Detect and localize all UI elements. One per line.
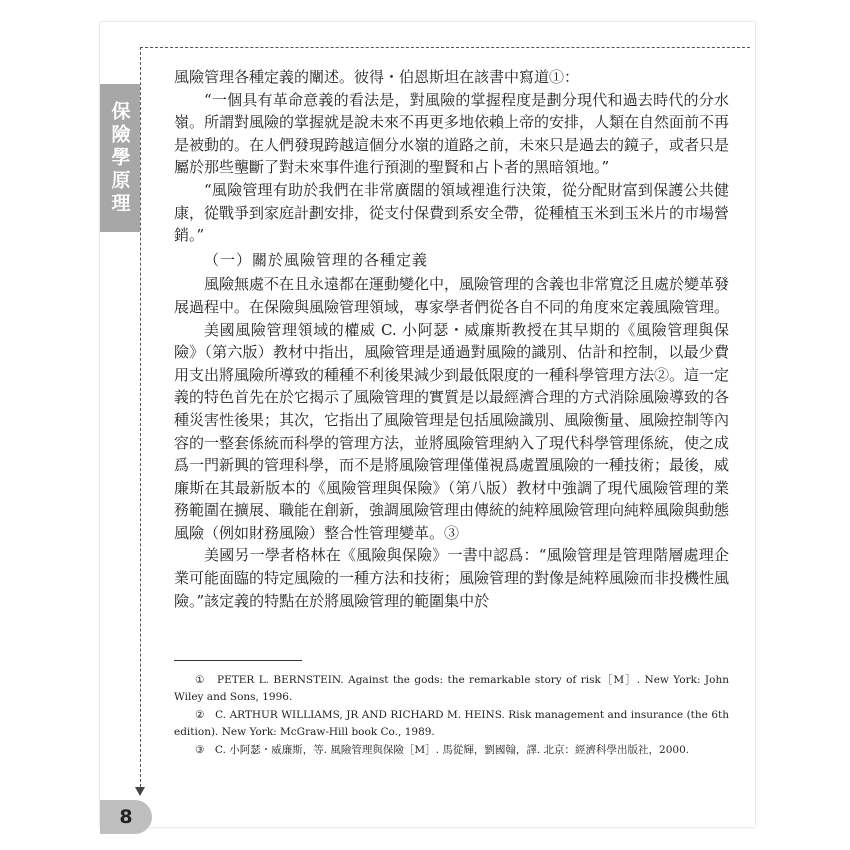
book-page	[100, 22, 755, 827]
dashed-border-top	[140, 47, 750, 48]
footnote-rule	[174, 660, 302, 661]
paragraph: “風險管理有助於我們在非常廣闊的領域裡進行決策，從分配財富到保護公共健康，從戰爭到家庭計劃安排，從支付保費到系安全帶，從種植玉米到玉米片的市場營銷。”	[174, 180, 730, 245]
paragraph: 風險無處不在且永遠都在運動變化中，風險管理的含義也非常寬泛且處於變革發展過程中。在保險與風險管理領域，專家學者們從各自不同的角度來定義風險管理。	[174, 275, 730, 316]
page-number-badge	[100, 800, 152, 834]
paragraph: 美國風險管理領域的權威 C. 小阿瑟・威廉斯教授在其早期的《風險管理與保險》（第六版）教材中指出，風險管理是通過對風險的識別、估計和控制，以最少費用支出將風險所導致的種種不利後果減少到最低限度的一種科學管理方法②。這一定義的特色首先在於它揭示了風險管理的實質是以最經濟合理的方式消除風險導致的各種災害性後果；其次，它指出了風險管理是包括風險識別、風險衡量、風險控制等內容的一整套係統而科學的管理方法，並將風險管理納入了現代科學管理係統，使之成爲一門新興的管理科學，而不是將風險管理僅僅視爲處置風險的一種技術；最後，威廉斯在其最新版本的《風險管理與保險》（第八版）教材中強調了現代風險管理的業務範圍在擴展、職能在創新，強調風險管理由傳統的純粹風險管理向純粹風險與動態風險（例如財務風險）整合性管理變革。③	[174, 320, 730, 542]
paragraph: “一個具有革命意義的看法是，對風險的掌握程度是劃分現代和過去時代的分水嶺。所謂對風險的掌握就是說未來不再更多地依賴上帝的安排，人類在自然面前不再是被動的。在人們發現跨越這個分水嶺的道路之前，未來只是過去的鏡子，或者只是屬於那些壟斷了對未來事件進行預測的聖賢和占卜者的黑暗領地。”	[174, 90, 730, 177]
body-text	[174, 66, 729, 612]
section-subheading: （一）關於風險管理的各種定義	[204, 250, 429, 269]
page-number: 8	[119, 806, 133, 828]
chapter-side-tab	[100, 84, 140, 232]
dashed-border-left	[140, 47, 141, 792]
side-tab-label: 保險學原理	[108, 100, 131, 216]
paragraph: 美國另一學者格林在《風險與保險》一書中認爲：“風險管理是管理階層處理企業可能面臨的特定風險的一種方法和技術；風險管理的對像是純粹風險而非投機性風險。”該定義的特點在於將風險管理的範圍集中於	[174, 546, 730, 610]
footnote: ② C. ARTHUR WILLIAMS, JR AND RICHARD M. HEINS. Risk management and insurance (the 6th edition). New York: McGraw-Hill book Co., 1989.	[174, 709, 729, 738]
footnote: ① PETER L. BERNSTEIN. Against the gods: the remarkable story of risk［M］. New York: John Wiley and Sons, 1996.	[174, 674, 729, 703]
footnote: ③ C. 小阿瑟・威廉斯，等. 風險管理與保險［M］. 馬從輝，劉國翰，譯. 北京：經濟科學出版社，2000.	[195, 744, 690, 756]
footnotes	[174, 672, 729, 760]
paragraph: 風險管理各種定義的闡述。彼得・伯恩斯坦在該書中寫道①：	[174, 68, 580, 86]
arrow-down-icon	[135, 787, 145, 796]
